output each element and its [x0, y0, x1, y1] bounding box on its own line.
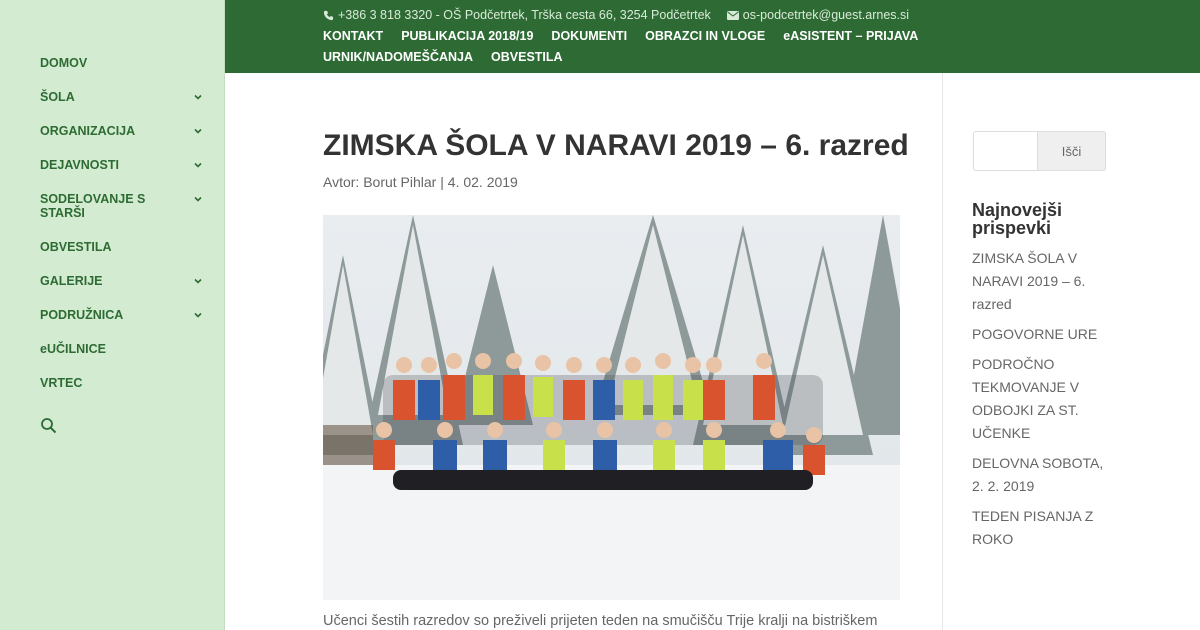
phone-info [323, 8, 711, 22]
topnav-dokumenti[interactable]: DOKUMENTI [551, 29, 628, 43]
sidebar-item-organizacija[interactable] [40, 123, 210, 138]
sidebar-item-label: DOMOV [40, 56, 88, 70]
phone-icon [323, 10, 334, 21]
main-nav [40, 55, 210, 409]
sidebar-item-label: eUČILNICE [40, 342, 106, 356]
topnav-obrazci[interactable]: OBRAZCI IN VLOGE [645, 29, 766, 43]
topnav-obvestila[interactable]: OBVESTILA [491, 50, 563, 64]
chevron-down-icon[interactable] [194, 93, 202, 101]
chevron-down-icon[interactable] [194, 161, 202, 169]
topnav-kontakt[interactable]: KONTAKT [323, 29, 384, 43]
recent-post-link[interactable]: DELOVNA SOBOTA, 2. 2. 2019 [972, 455, 1104, 494]
search-input[interactable] [973, 131, 1037, 171]
sidebar-item-label: ORGANIZACIJA [40, 124, 136, 138]
sidebar-item-label: DEJAVNOSTI [40, 158, 119, 172]
chevron-down-icon[interactable] [194, 127, 202, 135]
email-info[interactable] [727, 8, 909, 22]
envelope-icon [727, 11, 739, 20]
search-button[interactable]: Išči [1037, 131, 1106, 171]
sidebar-item-label: ŠOLA [40, 90, 75, 104]
sidebar-item-label: SODELOVANJE S STARŠI [40, 192, 146, 220]
meta-separator: | [436, 174, 448, 190]
widget-search [973, 131, 1106, 171]
top-header [225, 0, 1200, 73]
post-content [323, 73, 913, 630]
sidebar-item-eucilnice[interactable] [40, 341, 210, 356]
recent-posts-title: Najnovejši prispevki [972, 200, 1063, 238]
sidebar-item-galerije[interactable] [40, 273, 210, 288]
content-divider [942, 73, 943, 630]
sidebar-item-label: GALERIJE [40, 274, 103, 288]
recent-post-link[interactable]: TEDEN PISANJA Z ROKO [972, 508, 1094, 547]
sidebar-item-podruznica[interactable] [40, 307, 210, 322]
sidebar-item-label: PODRUŽNICA [40, 308, 124, 322]
recent-posts-list [972, 247, 1107, 558]
recent-post-link[interactable]: ZIMSKA ŠOLA V NARAVI 2019 – 6. razred [972, 250, 1086, 312]
sidebar-item-domov[interactable] [40, 55, 210, 70]
search-icon[interactable] [40, 417, 58, 435]
left-sidebar [0, 0, 225, 630]
topnav-publikacija[interactable]: PUBLIKACIJA 2018/19 [401, 29, 534, 43]
chevron-down-icon[interactable] [194, 277, 202, 285]
author-prefix: Avtor: [323, 174, 364, 190]
post-date: 4. 02. 2019 [447, 174, 518, 190]
sidebar-item-obvestila[interactable] [40, 239, 210, 254]
phone-text: +386 3 818 3320 - OŠ Podčetrtek, Trška cesta 66, 3254 Podčetrtek [338, 8, 711, 22]
chevron-down-icon[interactable] [194, 311, 202, 319]
recent-post-link[interactable]: PODROČNO TEKMOVANJE V ODBOJKI ZA ST. UČENKE [972, 356, 1080, 441]
sidebar-item-vrtec[interactable] [40, 375, 210, 390]
author-link[interactable]: Borut Pihlar [363, 174, 437, 190]
sidebar-item-label: OBVESTILA [40, 240, 112, 254]
email-text[interactable]: os-podcetrtek@guest.arnes.si [742, 8, 910, 22]
post-meta [323, 174, 518, 190]
post-featured-image[interactable] [323, 215, 900, 600]
topnav-urnik[interactable]: URNIK/NADOMEŠČANJA [323, 50, 474, 64]
sidebar-item-sola[interactable] [40, 89, 210, 104]
sidebar-item-sodelovanje[interactable] [40, 191, 210, 220]
top-nav [323, 29, 1083, 64]
chevron-down-icon[interactable] [194, 195, 202, 203]
post-excerpt: Učenci šestih razredov so preživeli prijeten teden na smučišču Trije kralji na bistriškem [323, 613, 878, 629]
sidebar-search-button[interactable] [40, 417, 190, 437]
post-title: ZIMSKA ŠOLA V NARAVI 2019 – 6. razred [323, 129, 909, 162]
sidebar-item-dejavnosti[interactable] [40, 157, 210, 172]
sidebar-item-label: VRTEC [40, 376, 83, 390]
topnav-easistent[interactable]: eASISTENT – PRIJAVA [783, 29, 919, 43]
recent-post-link[interactable]: POGOVORNE URE [972, 326, 1098, 342]
contact-info [323, 8, 909, 22]
group-photo-illustration [323, 215, 900, 600]
